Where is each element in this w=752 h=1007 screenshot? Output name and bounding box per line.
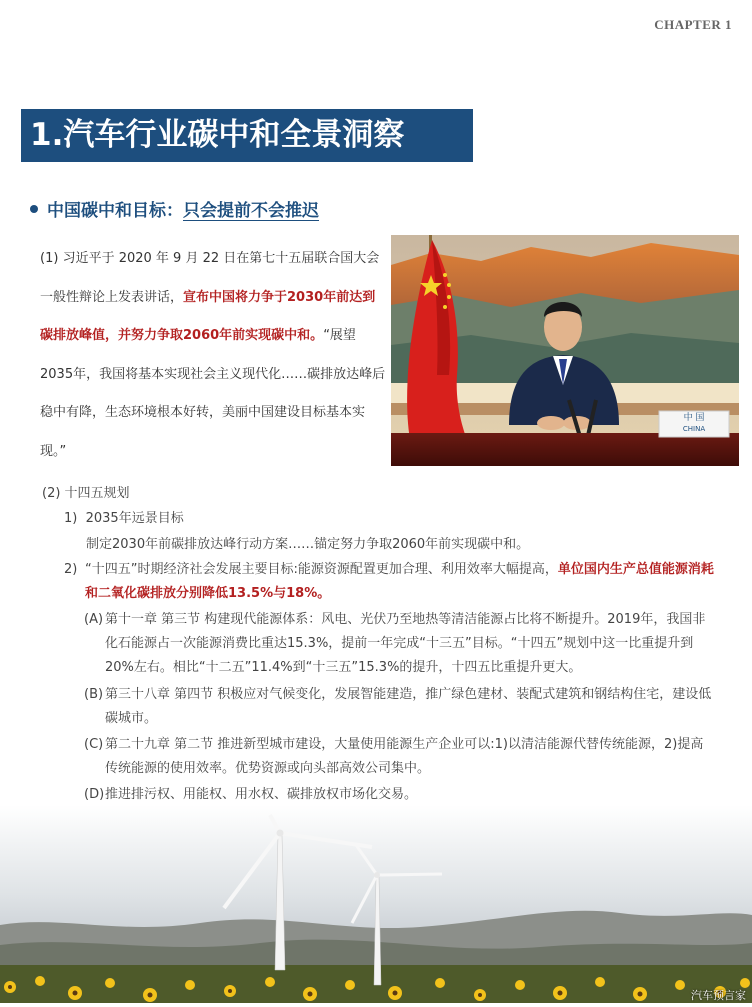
item2-text-wrap — [64, 558, 716, 606]
item-A-label: (A) — [84, 612, 104, 627]
speech-photo — [391, 235, 739, 466]
section2-heading: (2) 十四五规划 — [42, 486, 130, 501]
section1-paragraph — [40, 240, 386, 471]
item2-text-red: 单位国内生产总值能源消耗和二氧化碳排放分别降低13.5%与18%。 — [85, 562, 714, 601]
bullet-dot-icon — [30, 205, 38, 213]
subtitle-emphasis: 只会提前不会推迟 — [183, 201, 319, 221]
item2-text: “十四五”时期经济社会发展主要目标:能源资源配置更加合理、利用效率大幅提高， — [85, 562, 558, 577]
nameplate-cn: 中 国 — [683, 413, 705, 423]
item-A — [84, 608, 714, 680]
item-D — [84, 783, 714, 807]
section-subtitle — [30, 196, 319, 221]
section1-text-b: “展望2035年，我国将基本实现社会主义现代化……碳排放达峰后稳中有降，生态环境根本好转，美丽中国建设目标基本实现。” — [40, 328, 386, 459]
section1-text-red: 宣布中国将力争于2030年前达到碳排放峰值，并努力争取2060年前实现碳中和。 — [40, 289, 376, 343]
item-C — [84, 733, 714, 781]
section1-label: (1) — [40, 251, 59, 266]
item-B-label: (B) — [84, 687, 104, 702]
item1-detail: 制定2030年前碳排放达峰行动方案……锚定努力争取2060年前实现碳中和。 — [86, 537, 530, 552]
nameplate — [659, 413, 729, 435]
item-D-text: 推进排污权、用能权、用水权、碳排放权市场化交易。 — [105, 787, 418, 802]
item-B — [84, 683, 714, 731]
item2 — [64, 558, 716, 606]
item-C-label: (C) — [84, 737, 104, 752]
subtitle-prefix: 中国碳中和目标： — [47, 201, 183, 221]
item-A-text: 第十一章 第三节 构建现代能源体系：风电、光伏乃至地热等清洁能源占比将不断提升。2019年，我国非化石能源占一次能源消费比重达15.3%，提前一年完成“十三五”目标。“十四五”规划中这一比重提升到20%左右。相比“十二五”11.4%到“十三五”15.3%的提升，十四五比重提升更大。 — [105, 612, 706, 675]
item1-label: 1) — [64, 511, 78, 526]
wind-turbine-landscape — [0, 805, 752, 1003]
item-D-label: (D) — [84, 787, 105, 802]
watermark: 汽车预言家 — [691, 989, 746, 1002]
section1-text-a: 习近平于 2020 年 9 月 22 日在第七十五届联合国大会一般性辩论上发表讲话， — [40, 251, 380, 305]
item1-title-row — [64, 508, 184, 530]
nameplate-en: CHINA — [682, 425, 706, 433]
item-B-text: 第三十八章 第四节 积极应对气候变化，发展智能建造，推广绿色建材、装配式建筑和钢结构住宅，建设低碳城市。 — [105, 687, 712, 726]
item-C-text: 第二十九章 第二节 推进新型城市建设，大量使用能源生产企业可以:1)以清洁能源代替传统能源，2)提高传统能源的使用效率。优势资源或向头部高效公司集中。 — [105, 737, 704, 776]
page-title: 1.汽车行业碳中和全景洞察 — [21, 109, 473, 162]
wind-turbine-illustration — [0, 805, 752, 1003]
item2-label: 2) — [64, 562, 78, 577]
chapter-label: CHAPTER 1 — [654, 17, 732, 32]
item1-title: 2035年远景目标 — [85, 511, 184, 526]
